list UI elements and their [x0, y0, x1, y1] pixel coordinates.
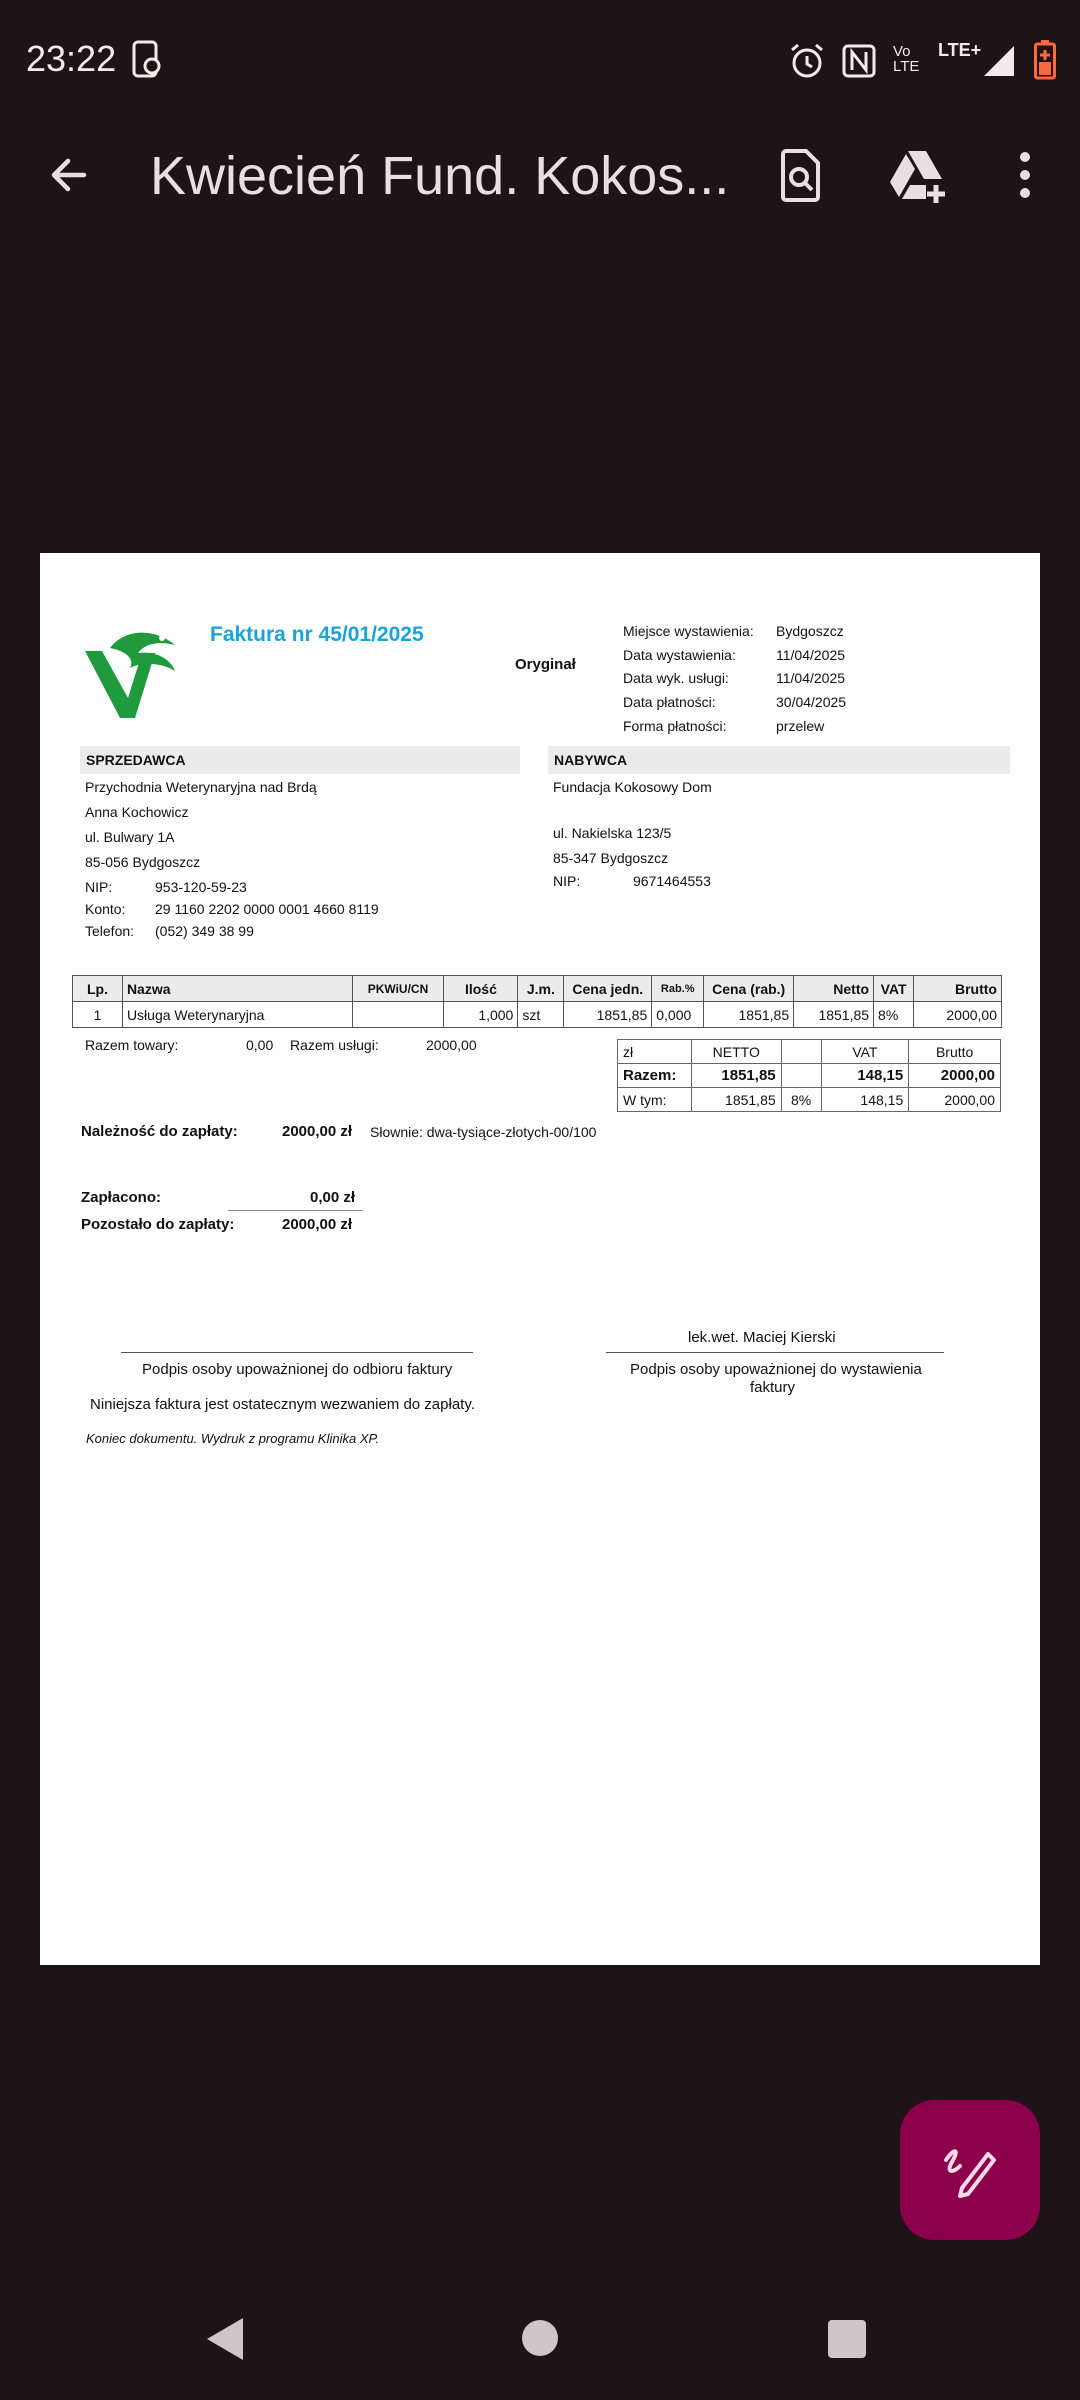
- sum-of-gross: 2000,00: [909, 1088, 1001, 1112]
- cell-net: 1851,85: [794, 1002, 874, 1028]
- issuer-signature-caption-2: faktury: [750, 1379, 796, 1396]
- seller-name: Przychodnia Weterynaryjna nad Brdą: [85, 779, 317, 795]
- col-name: Nazwa: [122, 976, 352, 1002]
- meta-value-payment-method: przelew: [776, 718, 825, 734]
- items-table: [72, 975, 1002, 1028]
- cell-lp: 1: [73, 1002, 123, 1028]
- signal-icon: [982, 44, 1016, 83]
- summary-header-row: [618, 1040, 1001, 1064]
- status-bar: [0, 0, 1080, 125]
- issuer-signature-line: [606, 1352, 944, 1353]
- more-vert-icon[interactable]: [995, 145, 1055, 205]
- volte-icon: Vo LTE: [893, 43, 920, 75]
- services-total-value: 2000,00: [426, 1037, 477, 1053]
- receiver-signature-caption: Podpis osoby upoważnionej do odbioru faktury: [142, 1361, 453, 1378]
- summary-total-row: [618, 1064, 1001, 1088]
- buyer-nip-label: NIP:: [553, 873, 581, 889]
- col-unit-price: Cena jedn.: [564, 976, 652, 1002]
- meta-value-service-date: 11/04/2025: [776, 670, 846, 686]
- nav-recents-icon[interactable]: [828, 2320, 866, 2358]
- cell-unit-price: 1851,85: [564, 1002, 652, 1028]
- invoice-title: Faktura nr 45/01/2025: [210, 623, 424, 646]
- sum-total-label: Razem:: [618, 1064, 692, 1088]
- paid-value: 0,00 zł: [310, 1189, 356, 1206]
- sum-total-gross: 2000,00: [909, 1064, 1001, 1088]
- meta-label-payment-method: Forma płatności:: [623, 718, 727, 734]
- seller-nip-label: NIP:: [85, 879, 113, 895]
- receiver-signature-line: [121, 1352, 473, 1353]
- seller-header: SPRZEDAWCA: [80, 746, 520, 774]
- app-bar: [0, 125, 1080, 225]
- document-footer: Koniec dokumentu. Wydruk z programu Klinika XP.: [86, 1431, 380, 1446]
- sum-h-currency: zł: [618, 1040, 692, 1064]
- sum-total-vat: 148,15: [821, 1064, 909, 1088]
- amount-due-label: Należność do zapłaty:: [81, 1123, 238, 1140]
- meta-label-place: Miejsce wystawienia:: [623, 623, 754, 639]
- sum-h-gross: Brutto: [909, 1040, 1001, 1064]
- col-qty: Ilość: [444, 976, 518, 1002]
- edit-pen-icon: [940, 2140, 1000, 2205]
- cell-name: Usługa Weterynaryjna: [122, 1002, 352, 1028]
- buyer-street: ul. Nakielska 123/5: [553, 825, 672, 841]
- goods-total-label: Razem towary:: [85, 1037, 179, 1053]
- nav-back-icon[interactable]: [205, 2316, 245, 2367]
- cell-discount: 0,000: [652, 1002, 704, 1028]
- document-title: Kwiecień Fund. Kokos...: [150, 146, 730, 206]
- edit-fab-button[interactable]: [900, 2100, 1040, 2240]
- status-time: 23:22: [26, 38, 117, 79]
- clinic-logo: [80, 623, 190, 728]
- buyer-nip: 9671464553: [633, 873, 711, 889]
- col-lp: Lp.: [73, 976, 123, 1002]
- meta-label-issue-date: Data wystawienia:: [623, 647, 736, 663]
- col-discounted-price: Cena (rab.): [704, 976, 794, 1002]
- remaining-value: 2000,00 zł: [282, 1216, 353, 1233]
- issuer-name: lek.wet. Maciej Kierski: [688, 1329, 836, 1346]
- buyer-name: Fundacja Kokosowy Dom: [553, 779, 712, 795]
- col-discount: Rab.%: [652, 976, 704, 1002]
- seller-city: 85-056 Bydgoszcz: [85, 854, 201, 870]
- sum-h-vat: VAT: [821, 1040, 909, 1064]
- cell-discounted-price: 1851,85: [704, 1002, 794, 1028]
- sum-of-net: 1851,85: [691, 1088, 781, 1112]
- meta-value-issue-date: 11/04/2025: [776, 647, 846, 663]
- col-unit: J.m.: [518, 976, 564, 1002]
- sum-h-rate: [781, 1040, 821, 1064]
- meta-value-payment-date: 30/04/2025: [776, 694, 847, 710]
- cell-unit: szt: [518, 1002, 564, 1028]
- table-row: [73, 1002, 1002, 1028]
- issuer-signature-caption: Podpis osoby upoważnionej do wystawienia: [630, 1361, 922, 1378]
- remaining-label: Pozostało do zapłaty:: [81, 1216, 235, 1233]
- nfc-icon: [842, 44, 876, 83]
- paid-underline: [228, 1210, 363, 1211]
- seller-street: ul. Bulwary 1A: [85, 829, 175, 845]
- meta-label-payment-date: Data płatności:: [623, 694, 716, 710]
- drive-add-icon[interactable]: [888, 145, 948, 205]
- col-net: Netto: [794, 976, 874, 1002]
- battery-icon: [1034, 40, 1056, 85]
- paid-label: Zapłacono:: [81, 1189, 162, 1206]
- alarm-icon: [788, 42, 826, 85]
- seller-person: Anna Kochowicz: [85, 804, 189, 820]
- cell-pkwiu: [352, 1002, 444, 1028]
- final-notice: Niniejsza faktura jest ostatecznym wezwaniem do zapłaty.: [90, 1396, 475, 1413]
- cell-qty: 1,000: [444, 1002, 518, 1028]
- cell-vat: 8%: [874, 1002, 914, 1028]
- items-table-header-row: [73, 976, 1002, 1002]
- sum-h-net: NETTO: [691, 1040, 781, 1064]
- cell-gross: 2000,00: [914, 1002, 1002, 1028]
- nav-home-icon[interactable]: [522, 2320, 558, 2356]
- invoice-page[interactable]: [40, 553, 1040, 1965]
- search-document-icon[interactable]: [770, 145, 830, 205]
- vat-summary-table: [617, 1039, 1001, 1112]
- col-gross: Brutto: [914, 976, 1002, 1002]
- seller-phone-label: Telefon:: [85, 923, 135, 939]
- goods-total-value: 0,00: [246, 1037, 274, 1053]
- amount-in-words: Słownie: dwa-tysiące-złotych-00/100: [370, 1124, 597, 1140]
- seller-phone: (052) 349 38 99: [155, 923, 254, 939]
- sum-total-rate: [781, 1064, 821, 1088]
- buyer-city: 85-347 Bydgoszcz: [553, 850, 669, 866]
- seller-account: 29 1160 2202 0000 0001 4660 8119: [155, 901, 379, 917]
- summary-of-which-row: [618, 1088, 1001, 1112]
- back-arrow-icon[interactable]: [40, 145, 100, 205]
- sum-of-rate: 8%: [781, 1088, 821, 1112]
- sum-of-vat: 148,15: [821, 1088, 909, 1112]
- original-label: Oryginał: [515, 656, 576, 673]
- col-pkwiu: PKWiU/CN: [352, 976, 444, 1002]
- amount-due-value: 2000,00 zł: [282, 1123, 353, 1140]
- services-total-label: Razem usługi:: [290, 1037, 379, 1053]
- meta-value-place: Bydgoszcz: [776, 623, 844, 639]
- buyer-header: NABYWCA: [548, 746, 1010, 774]
- sum-total-net: 1851,85: [691, 1064, 781, 1088]
- screen-rotation-icon: [130, 40, 164, 85]
- lte-plus-label: LTE+: [938, 40, 982, 60]
- meta-label-service-date: Data wyk. usługi:: [623, 670, 729, 686]
- seller-account-label: Konto:: [85, 901, 126, 917]
- sum-of-label: W tym:: [618, 1088, 692, 1112]
- col-vat: VAT: [874, 976, 914, 1002]
- seller-nip: 953-120-59-23: [155, 879, 247, 895]
